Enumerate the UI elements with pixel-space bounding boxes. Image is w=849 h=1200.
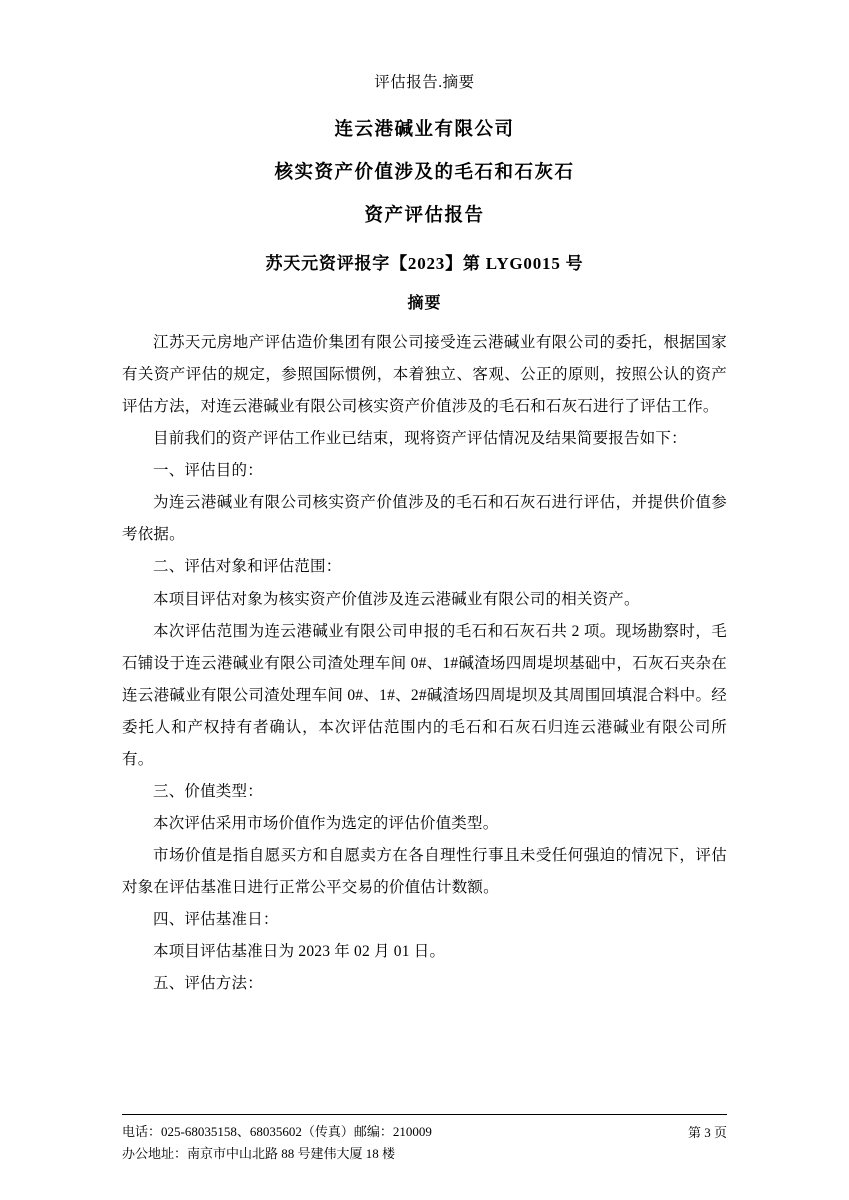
paragraph: 江苏天元房地产评估造价集团有限公司接受连云港碱业有限公司的委托，根据国家有关资产评估的规定，参照国际惯例，本着独立、客观、公正的原则，按照公认的资产评估方法，对连云港碱业有限公司核实资产价值涉及的毛石和石灰石进行了评估工作。 <box>122 333 727 416</box>
section-heading-summary: 摘要 <box>407 294 442 312</box>
footer-address-line: 办公地址：南京市中山北路 88 号建伟大厦 18 楼 <box>122 1146 396 1162</box>
paragraph: 一、评估目的： <box>153 462 263 480</box>
paragraph: 三、价值类型： <box>153 783 263 800</box>
report-document-number: 苏天元资评报字【2023】第 LYG0015 号 <box>265 253 584 273</box>
paragraph: 目前我们的资产评估工作业已结束，现将资产评估情况及结果简要报告如下： <box>153 430 687 448</box>
paragraph: 本次评估采用市场价值作为选定的评估价值类型。 <box>153 815 499 833</box>
footer-contact-line: 电话：025-68035158、68035602（传真）邮编：210009 <box>122 1123 432 1139</box>
report-title-line-2: 核实资产价值涉及的毛石和石灰石 <box>274 162 575 183</box>
paragraph: 为连云港碱业有限公司核实资产价值涉及的毛石和石灰石进行评估，并提供价值参考依据。 <box>122 494 727 544</box>
paragraph: 四、评估基准日： <box>153 911 279 929</box>
paragraph: 本项目评估对象为核实资产价值涉及连云港碱业有限公司的相关资产。 <box>153 590 640 608</box>
report-title-line-3: 资产评估报告 <box>364 205 485 226</box>
paragraph: 二、评估对象和评估范围： <box>153 558 342 576</box>
page-number: 第 3 页 <box>687 1124 727 1140</box>
paragraph: 五、评估方法： <box>153 975 263 993</box>
report-title-line-1: 连云港碱业有限公司 <box>334 120 515 140</box>
page-footer <box>122 1114 727 1167</box>
paragraph: 本次评估范围为连云港碱业有限公司申报的毛石和石灰石共 2 项。现场勘察时，毛石铺设于连云港碱业有限公司渣处理车间 0#、1#碱渣场四周堤坝基础中，石灰石夹杂在连云港碱业有限公司渣处理车间 0#、1#、2#碱渣场四周堤坝及其周围回填混合料中。经委托人和产权持有者确认，本次评估范围内的毛石和石灰石归连云港碱业有限公司所有。 <box>122 622 727 768</box>
paragraph: 市场价值是指自愿买方和自愿卖方在各自理性行事且未受任何强迫的情况下，评估对象在评估基准日进行正常公平交易的价值估计数额。 <box>122 847 727 897</box>
document-content <box>122 70 727 1001</box>
document-header-line: 评估报告.摘要 <box>374 74 475 91</box>
paragraph: 本项目评估基准日为 2023 年 02 月 01 日。 <box>153 943 446 961</box>
